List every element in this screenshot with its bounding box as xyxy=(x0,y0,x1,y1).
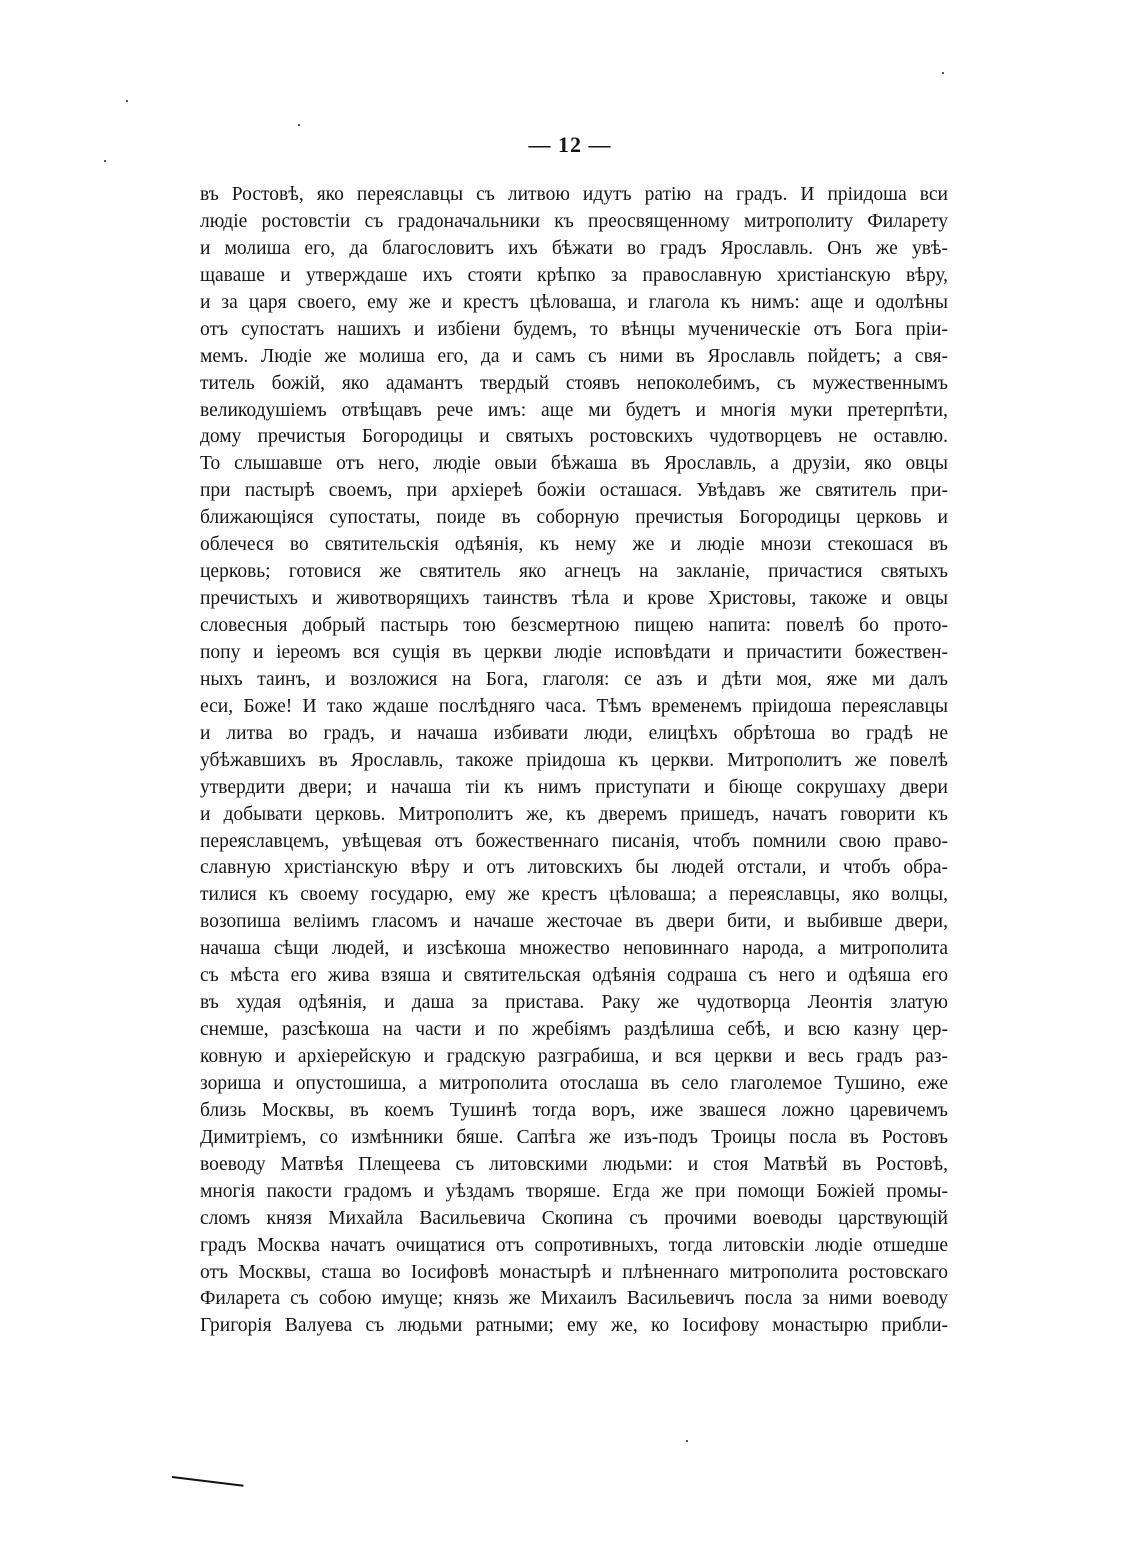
text-line: при пастырѣ своемъ, при архіереѣ божіи осташася. Увѣдавъ же святитель при- xyxy=(200,480,948,502)
text-line: отъ Москвы, сташа во Іосифовѣ монастырѣ и плѣненнаго митрополита ростовскаго xyxy=(200,1261,948,1283)
text-line: снемше, разсѣкоша на части и по жребіямъ раздѣлиша себѣ, и всю казну цер- xyxy=(200,1019,948,1041)
text-line: съ мѣста его жива взяша и святительская одѣянія содраша съ него и одѣяша его xyxy=(200,965,948,987)
text-line: въ Ростовѣ, яко переяславцы съ литвою идутъ ратію на градъ. И пріидоша вси xyxy=(200,184,948,205)
text-line: людіе ростовстіи съ градоначальники къ преосвященному митрополиту Филарету xyxy=(200,210,948,232)
text-line: утвердити двери; и начаша тіи къ нимъ приступати и біюще сокрушаху двери xyxy=(200,776,948,798)
text-line: церковь; готовися же святитель яко агнецъ на закланіе, причастися святыхъ xyxy=(200,561,948,583)
text-line: сломъ князя Михайла Васильевича Скопина съ прочими воеводы царствующій xyxy=(200,1207,948,1229)
text-line: градъ Москва начатъ очищатися отъ сопротивныхъ, тогда литовскіи людіе отшедше xyxy=(200,1234,948,1256)
text-line: попу и іереомъ вся сущія въ церкви людіе исповѣдати и причастити божествен- xyxy=(200,641,948,663)
text-line: переяславцемъ, увѣщевая отъ божественнаго писанія, чтобъ помнили свою право- xyxy=(200,830,948,852)
text-line: начаша сѣщи людей, и изсѣкоша множество неповиннаго народа, а митрополита xyxy=(200,938,948,960)
text-line: многія пакости градомъ и уѣздамъ творяше. Егда же при помощи Божіей промы- xyxy=(200,1180,948,1202)
text-line: воеводу Матвѣя Плещеева съ литовскими людьми: и стоя Матвѣй въ Ростовѣ, xyxy=(200,1153,948,1175)
text-line: зориша и опустошиша, а митрополита отослаша въ село глаголемое Тушино, еже xyxy=(200,1072,948,1094)
text-line: пречистыхъ и животворящихъ таинствъ тѣла и крове Христовы, такоже и овцы xyxy=(200,588,948,610)
text-line: близь Москвы, въ коемъ Тушинѣ тогда воръ, иже звашеся ложно царевичемъ xyxy=(200,1099,948,1121)
scan-speck xyxy=(126,100,128,102)
text-line: облечеся во святительскія одѣянія, къ нему же и людіе мнози стекошася въ xyxy=(200,534,948,556)
text-line: и молиша его, да благословитъ ихъ бѣжати во градъ Ярославль. Онъ же увѣ- xyxy=(200,237,948,259)
text-line: и за царя своего, ему же и крестъ цѣловаша, и глагола къ нимъ: аще и одолѣны xyxy=(200,291,948,313)
text-line: титель божій, яко адамантъ твердый стоявъ непоколебимъ, съ мужественнымъ xyxy=(200,372,948,394)
text-line: ближающіяся супостаты, поиде въ соборную пречистыя Богородицы церковь и xyxy=(200,507,948,529)
text-line: въ худая одѣянія, и даша за пристава. Раку же чудотворца Леонтія златую xyxy=(200,992,948,1014)
text-line: щаваше и утверждаше ихъ стояти крѣпко за православную христіанскую вѣру, xyxy=(200,264,948,286)
page-number: — 12 — xyxy=(528,132,612,157)
text-line: дому пречистыя Богородицы и святыхъ ростовскихъ чудотворцевъ не оставлю. xyxy=(200,426,948,448)
text-line: Григорія Валуева съ людьми ратными; ему же, ко Іосифову монастырю прибли- xyxy=(200,1315,948,1337)
text-line: Димитріемъ, со измѣнники бяше. Сапѣга же изъ-подъ Троицы посла въ Ростовъ xyxy=(200,1126,948,1148)
text-line: мемъ. Людіе же молиша его, да и самъ съ ними въ Ярославль пойдетъ; а свя- xyxy=(200,345,948,367)
text-line: и литва во градъ, и начаша избивати люди, елицѣхъ обрѣтоша во градѣ не xyxy=(200,722,948,744)
text-line: отъ супостатъ нашихъ и избіени будемъ, то вѣнцы мученическіе отъ Бога пріи- xyxy=(200,318,948,340)
scan-speck xyxy=(942,72,944,74)
text-line: еси, Боже! И тако ждаше послѣдняго часа. Тѣмъ временемъ пріидоша переяславцы xyxy=(200,695,948,717)
text-line: и добывати церковь. Митрополитъ же, къ дверемъ пришедъ, начатъ говорити къ xyxy=(200,803,948,825)
text-line: тилися къ своему государю, ему же крестъ цѣловаша; а переяславцы, яко волцы, xyxy=(200,884,948,906)
body-text xyxy=(200,182,948,1340)
text-line: убѣжавшихъ въ Ярославль, такоже пріидоша къ церкви. Митрополитъ же повелѣ xyxy=(200,749,948,771)
text-line: ныхъ таинъ, и возложися на Бога, глаголя: се азъ и дѣти моя, яже ми далъ xyxy=(200,668,948,690)
scan-speck xyxy=(298,124,300,126)
margin-pen-stroke xyxy=(172,1476,244,1487)
text-line: великодушіемъ отвѣщавъ рече имъ: аще ми будетъ и многія муки претерпѣти, xyxy=(200,399,948,421)
text-line: Филарета съ собою имуще; князь же Михаилъ Васильевичъ посла за ними воеводу xyxy=(200,1288,948,1310)
scan-speck xyxy=(686,1440,688,1442)
text-line: словесныя добрый пастырь тою безсмертною пищею напита: повелѣ бо прото- xyxy=(200,615,948,636)
text-line: То слышавше отъ него, людіе овыи бѣжаша въ Ярославль, а друзіи, яко овцы xyxy=(200,453,948,475)
text-line: славную христіанскую вѣру и отъ литовскихъ бы людей отстали, и чтобъ обра- xyxy=(200,857,948,879)
scan-speck xyxy=(104,160,106,162)
text-line: возопиша веліимъ гласомъ и начаше жесточае въ двери бити, и выбивше двери, xyxy=(200,911,948,933)
text-line: ковную и архіерейскую и градскую разграбиша, и вся церкви и весь градъ раз- xyxy=(200,1046,948,1067)
